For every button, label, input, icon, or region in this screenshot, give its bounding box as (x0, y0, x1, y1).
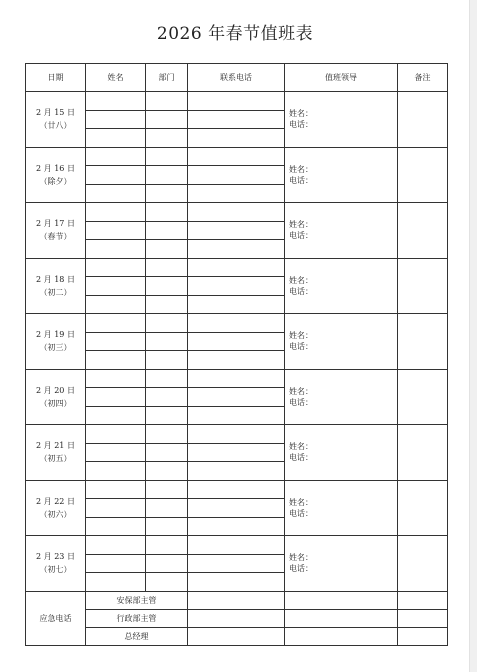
name-cell[interactable] (86, 295, 146, 314)
phone-cell[interactable] (188, 203, 285, 222)
remarks-cell[interactable] (398, 92, 448, 148)
lunar-label: （初四） (39, 398, 72, 408)
name-cell[interactable] (86, 369, 146, 388)
leader-cell[interactable] (285, 314, 398, 370)
department-cell[interactable] (146, 388, 188, 407)
department-cell[interactable] (146, 295, 188, 314)
date-label: 2 月 21 日 (36, 441, 75, 451)
department-cell[interactable] (146, 462, 188, 481)
date-cell (26, 203, 86, 259)
emergency-role: 总经理 (86, 627, 188, 645)
phone-cell[interactable] (188, 388, 285, 407)
name-cell[interactable] (86, 92, 146, 111)
name-cell[interactable] (86, 314, 146, 333)
name-cell[interactable] (86, 573, 146, 592)
name-cell[interactable] (86, 554, 146, 573)
lunar-label: （春节） (39, 232, 72, 242)
emergency-phone-cell[interactable] (188, 609, 285, 627)
department-cell[interactable] (146, 240, 188, 259)
phone-cell[interactable] (188, 425, 285, 444)
date-label: 2 月 16 日 (36, 163, 75, 173)
phone-cell[interactable] (188, 351, 285, 370)
phone-cell[interactable] (188, 462, 285, 481)
table-row (26, 92, 448, 111)
leader-phone-label: 电话： (289, 453, 313, 463)
name-cell[interactable] (86, 462, 146, 481)
leader-name-label: 姓名： (289, 553, 313, 563)
table-row (26, 203, 448, 222)
emergency-extra-cell[interactable] (285, 609, 398, 627)
page-title: 2026 年春节值班表 (156, 24, 314, 44)
leader-phone-label: 电话： (289, 508, 313, 518)
emergency-phone-cell[interactable] (188, 627, 285, 645)
lunar-label: （初七） (39, 565, 72, 575)
leader-phone-label: 电话： (289, 564, 313, 574)
phone-cell[interactable] (188, 258, 285, 277)
leader-name-label: 姓名： (289, 497, 313, 507)
department-cell[interactable] (146, 277, 188, 296)
name-cell[interactable] (86, 203, 146, 222)
leader-phone-label: 电话： (289, 120, 313, 130)
phone-cell[interactable] (188, 110, 285, 129)
leader-name-label: 姓名： (289, 442, 313, 452)
emergency-extra-cell[interactable] (285, 591, 398, 609)
leader-name-label: 姓名： (289, 220, 313, 230)
phone-cell[interactable] (188, 406, 285, 425)
department-cell[interactable] (146, 92, 188, 111)
phone-cell[interactable] (188, 480, 285, 499)
phone-cell[interactable] (188, 554, 285, 573)
name-cell[interactable] (86, 425, 146, 444)
leader-phone-label: 电话： (289, 286, 313, 296)
remarks-cell[interactable] (398, 147, 448, 203)
remarks-cell[interactable] (398, 425, 448, 481)
header-remarks: 备注 (398, 64, 448, 92)
name-cell[interactable] (86, 166, 146, 185)
date-cell (26, 92, 86, 148)
date-cell (26, 147, 86, 203)
department-cell[interactable] (146, 332, 188, 351)
department-cell[interactable] (146, 129, 188, 148)
leader-phone-label: 电话： (289, 397, 313, 407)
name-cell[interactable] (86, 351, 146, 370)
date-label: 2 月 18 日 (36, 274, 75, 284)
header-date: 日期 (26, 64, 86, 92)
remarks-cell[interactable] (398, 258, 448, 314)
header-leader: 值班领导 (285, 64, 398, 92)
leader-cell[interactable] (285, 92, 398, 148)
name-cell[interactable] (86, 110, 146, 129)
leader-cell[interactable] (285, 258, 398, 314)
name-cell[interactable] (86, 480, 146, 499)
leader-cell[interactable] (285, 536, 398, 592)
name-cell[interactable] (86, 221, 146, 240)
emergency-row (26, 627, 448, 645)
name-cell[interactable] (86, 388, 146, 407)
emergency-label: 应急电话 (26, 591, 86, 645)
emergency-remarks-cell[interactable] (398, 591, 448, 609)
emergency-role: 行政部主管 (86, 609, 188, 627)
emergency-row (26, 591, 448, 609)
name-cell[interactable] (86, 517, 146, 536)
duty-schedule-table (25, 63, 448, 646)
date-cell (26, 536, 86, 592)
department-cell[interactable] (146, 184, 188, 203)
department-cell[interactable] (146, 351, 188, 370)
date-label: 2 月 15 日 (36, 108, 75, 118)
emergency-row (26, 609, 448, 627)
department-cell[interactable] (146, 314, 188, 333)
leader-cell[interactable] (285, 425, 398, 481)
name-cell[interactable] (86, 536, 146, 555)
phone-cell[interactable] (188, 314, 285, 333)
department-cell[interactable] (146, 499, 188, 518)
department-cell[interactable] (146, 110, 188, 129)
header-row (26, 64, 448, 92)
leader-name-label: 姓名： (289, 109, 313, 119)
phone-cell[interactable] (188, 443, 285, 462)
date-cell (26, 369, 86, 425)
table-row (26, 480, 448, 499)
phone-cell[interactable] (188, 129, 285, 148)
phone-cell[interactable] (188, 536, 285, 555)
department-cell[interactable] (146, 536, 188, 555)
leader-name-label: 姓名： (289, 331, 313, 341)
phone-cell[interactable] (188, 332, 285, 351)
emergency-phone-cell[interactable] (188, 591, 285, 609)
lunar-label: （除夕） (39, 176, 72, 186)
date-label: 2 月 19 日 (36, 330, 75, 340)
date-label: 2 月 17 日 (36, 219, 75, 229)
name-cell[interactable] (86, 277, 146, 296)
department-cell[interactable] (146, 221, 188, 240)
date-label: 2 月 23 日 (36, 552, 75, 562)
table-row (26, 314, 448, 333)
emergency-remarks-cell[interactable] (398, 627, 448, 645)
lunar-label: （初六） (39, 509, 72, 519)
phone-cell[interactable] (188, 221, 285, 240)
name-cell[interactable] (86, 499, 146, 518)
table-row (26, 425, 448, 444)
department-cell[interactable] (146, 573, 188, 592)
table-row (26, 369, 448, 388)
date-cell (26, 314, 86, 370)
name-cell[interactable] (86, 240, 146, 259)
department-cell[interactable] (146, 554, 188, 573)
header-phone: 联系电话 (188, 64, 285, 92)
date-label: 2 月 22 日 (36, 496, 75, 506)
phone-cell[interactable] (188, 277, 285, 296)
name-cell[interactable] (86, 129, 146, 148)
lunar-label: （初二） (39, 287, 72, 297)
department-cell[interactable] (146, 425, 188, 444)
emergency-role: 安保部主管 (86, 591, 188, 609)
emergency-extra-cell[interactable] (285, 627, 398, 645)
date-label: 2 月 20 日 (36, 385, 75, 395)
phone-cell[interactable] (188, 573, 285, 592)
phone-cell[interactable] (188, 369, 285, 388)
department-cell[interactable] (146, 147, 188, 166)
header-name: 姓名 (86, 64, 146, 92)
phone-cell[interactable] (188, 517, 285, 536)
emergency-remarks-cell[interactable] (398, 609, 448, 627)
leader-cell[interactable] (285, 369, 398, 425)
leader-cell[interactable] (285, 147, 398, 203)
remarks-cell[interactable] (398, 369, 448, 425)
phone-cell[interactable] (188, 184, 285, 203)
leader-phone-label: 电话： (289, 342, 313, 352)
phone-cell[interactable] (188, 166, 285, 185)
department-cell[interactable] (146, 517, 188, 536)
department-cell[interactable] (146, 443, 188, 462)
table-row (26, 147, 448, 166)
remarks-cell[interactable] (398, 203, 448, 259)
vertical-scrollbar[interactable] (469, 0, 477, 672)
header-department: 部门 (146, 64, 188, 92)
leader-cell[interactable] (285, 203, 398, 259)
leader-phone-label: 电话： (289, 231, 313, 241)
phone-cell[interactable] (188, 499, 285, 518)
table-row (26, 536, 448, 555)
table-row (26, 258, 448, 277)
phone-cell[interactable] (188, 147, 285, 166)
date-cell (26, 480, 86, 536)
department-cell[interactable] (146, 406, 188, 425)
name-cell[interactable] (86, 332, 146, 351)
leader-name-label: 姓名： (289, 386, 313, 396)
phone-cell[interactable] (188, 295, 285, 314)
remarks-cell[interactable] (398, 536, 448, 592)
date-cell (26, 258, 86, 314)
department-cell[interactable] (146, 203, 188, 222)
lunar-label: （初三） (39, 343, 72, 353)
name-cell[interactable] (86, 147, 146, 166)
lunar-label: （廿八） (39, 121, 72, 131)
phone-cell[interactable] (188, 92, 285, 111)
department-cell[interactable] (146, 258, 188, 277)
name-cell[interactable] (86, 406, 146, 425)
remarks-cell[interactable] (398, 480, 448, 536)
name-cell[interactable] (86, 443, 146, 462)
department-cell[interactable] (146, 480, 188, 499)
leader-cell[interactable] (285, 480, 398, 536)
lunar-label: （初五） (39, 454, 72, 464)
department-cell[interactable] (146, 166, 188, 185)
remarks-cell[interactable] (398, 314, 448, 370)
name-cell[interactable] (86, 184, 146, 203)
department-cell[interactable] (146, 369, 188, 388)
date-cell (26, 425, 86, 481)
leader-name-label: 姓名： (289, 164, 313, 174)
leader-name-label: 姓名： (289, 275, 313, 285)
leader-phone-label: 电话： (289, 175, 313, 185)
name-cell[interactable] (86, 258, 146, 277)
phone-cell[interactable] (188, 240, 285, 259)
